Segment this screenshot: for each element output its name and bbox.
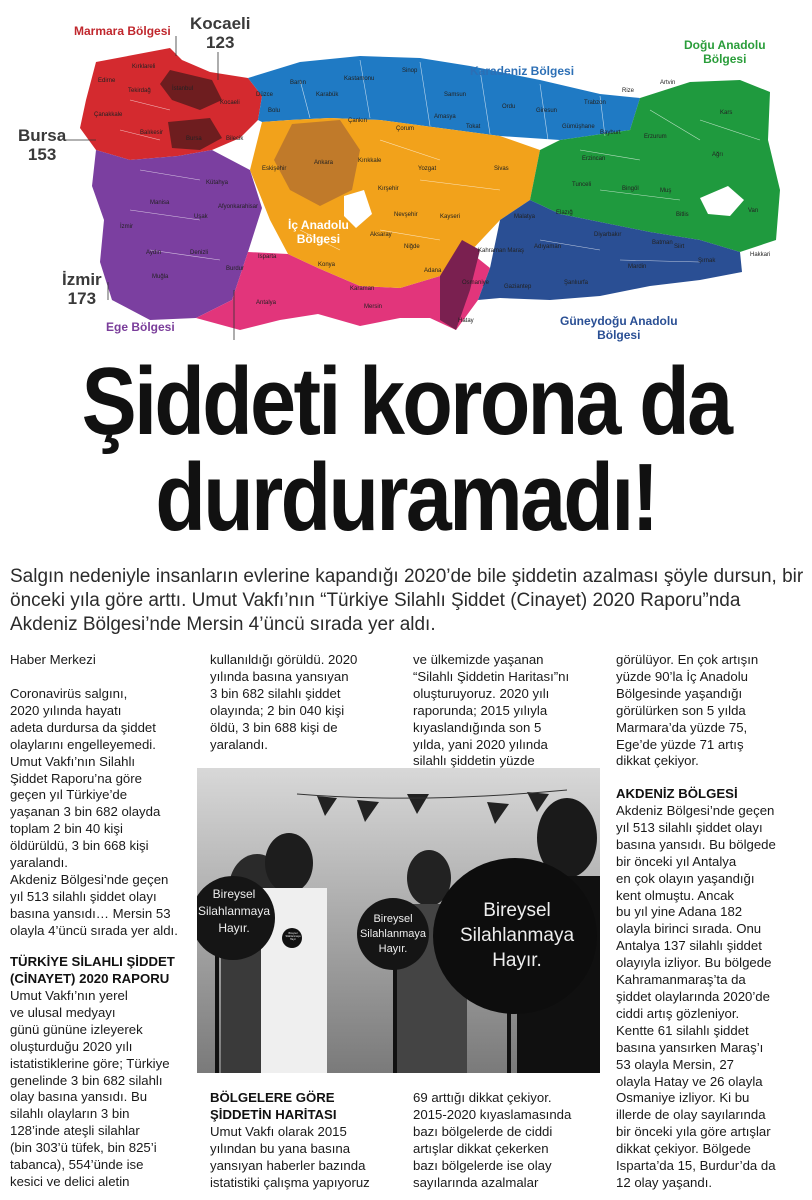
province-antalya: Antalya — [256, 300, 277, 306]
sign-left-line2: Silahlanmaya — [197, 904, 271, 918]
col1-paragraph-1: Coronavirüs salgını, 2020 yılında hayatı adeta durdursa da şiddet olaylarını engelleyemedi. Umut Vakfı’nın Silahlı Şiddet Raporu’na göre geçen yıl Türkiye’de yaşanan 3 bin 682 olayda toplam 2 bin 40 kişi öldürüldü, 3 bin 668 kişi yaralandı. Akdeniz Bölgesi’nde geçen yıl 513 silahlı şiddet olayı basına yansıdı… Mersin 53 olayla 4’üncü sırada yer aldı. — [10, 686, 178, 938]
region-label-ic-line1: İç Anadolu — [288, 218, 349, 232]
col3-top-paragraph: ve ülkemizde yaşanan “Silahlı Şiddetin Haritası”nı oluşturuyoruz. 2020 yılı raporunda; 2015 yılıyla kıyaslandığında son 5 yılda, yani 2020 yılında silahlı şiddetin yüzde — [413, 652, 570, 769]
province-ordu: Ordu — [502, 104, 516, 110]
province-tekirdag: Tekirdağ — [128, 88, 151, 94]
province-samsun: Samsun — [444, 92, 467, 98]
sign-left-line1: Bireysel — [212, 887, 256, 901]
protest-photo — [197, 768, 600, 1073]
headline-line-1: Şiddeti korona da — [81, 348, 731, 455]
highlight-bursa-name: Bursa — [18, 126, 67, 145]
sign-mid-line2: Silahlanmaya — [359, 928, 427, 940]
region-label-dogu-line1: Doğu Anadolu — [684, 38, 766, 52]
province-usak: Uşak — [194, 214, 208, 220]
province-denizli: Denizli — [190, 250, 209, 256]
province-kirsehir: Kırşehir — [378, 186, 399, 192]
province-bartin: Bartın — [290, 80, 307, 86]
province-hatay: Hatay — [458, 318, 474, 324]
province-rize: Rize — [622, 88, 635, 94]
col4-subhead: AKDENİZ BÖLGESİ — [616, 786, 738, 801]
region-label-ic-line2: Bölgesi — [296, 232, 341, 246]
province-corum: Çorum — [396, 126, 415, 132]
province-bilecik: Bilecik — [226, 136, 244, 142]
region-label-guneydogu-line2: Bölgesi — [597, 328, 641, 342]
province-kirikkale: Kırıkkale — [358, 158, 382, 164]
province-bitlis: Bitlis — [676, 212, 689, 218]
province-balikesir: Balıkesir — [140, 130, 164, 136]
sign-right-line1: Bireysel — [483, 900, 551, 921]
sign-right-text — [447, 898, 587, 973]
byline: Haber Merkezi — [10, 652, 96, 667]
province-malatya: Malatya — [514, 214, 536, 220]
province-nevsehir: Nevşehir — [394, 212, 418, 218]
province-izmir: İzmir — [120, 224, 133, 230]
province-adana: Adana — [424, 268, 442, 274]
province-amasya: Amasya — [434, 114, 456, 120]
province-elazig: Elazığ — [556, 210, 573, 216]
sign-mid-line1: Bireysel — [373, 913, 413, 925]
province-istanbul: İstanbul — [172, 86, 194, 92]
highlight-kocaeli-count: 123 — [206, 33, 235, 52]
highlight-izmir-count: 173 — [67, 289, 97, 308]
province-canakkale: Çanakkale — [94, 112, 123, 118]
province-mersin: Mersin — [364, 304, 383, 310]
province-trabzon: Trabzon — [584, 100, 606, 106]
province-karaman: Karaman — [350, 286, 375, 292]
province-bayburt: Bayburt — [600, 130, 621, 136]
province-yozgat: Yozgat — [418, 166, 437, 172]
col1-subhead: TÜRKİYE SİLAHLI ŞİDDET (CİNAYET) 2020 RAPORU — [10, 954, 175, 986]
province-konya: Konya — [318, 262, 336, 268]
sign-right-line3: Hayır. — [492, 950, 542, 971]
province-kahramanmaras: Kahraman Maraş — [478, 248, 525, 254]
province-bingol: Bingöl — [622, 186, 639, 192]
province-ankara: Ankara — [314, 160, 334, 166]
province-gumushane: Gümüşhane — [562, 124, 595, 130]
province-sinop: Sinop — [402, 68, 418, 74]
region-label-dogu-line2: Bölgesi — [703, 52, 747, 66]
province-edirne: Edirne — [98, 78, 116, 84]
headline-line-2: durduramadı! — [155, 444, 657, 551]
province-bursa: Bursa — [186, 136, 202, 142]
province-sivas: Sivas — [494, 166, 509, 172]
map-leader-lines — [0, 0, 812, 348]
col2-subhead: BÖLGELERE GÖRE ŞİDDETİN HARİTASI — [210, 1090, 337, 1122]
province-eskisehir: Eskişehir — [262, 166, 287, 172]
province-giresun: Giresun — [536, 108, 558, 114]
province-mardin: Mardin — [628, 264, 647, 270]
province-isparta: Isparta — [258, 254, 277, 260]
col2-top-paragraph: kullanıldığı görüldü. 2020 yılında basına yansıyan 3 bin 682 silahlı şiddet olayında; 2 bin 040 kişi öldü, 3 bin 688 kişi de yaralandı. — [210, 652, 358, 752]
province-agri: Ağrı — [712, 152, 724, 158]
province-kars: Kars — [720, 110, 733, 116]
province-mus: Muş — [660, 188, 672, 194]
province-karabuk: Karabük — [316, 92, 339, 98]
province-nigde: Niğde — [404, 244, 420, 250]
sign-left-text — [197, 886, 271, 937]
province-duzce: Düzce — [256, 92, 274, 98]
province-kocaeli: Kocaeli — [220, 100, 240, 106]
province-tunceli: Tunceli — [572, 182, 592, 188]
province-sirnak: Şırnak — [698, 258, 716, 264]
province-erzurum: Erzurum — [644, 134, 667, 140]
highlight-izmir-name: İzmir — [62, 270, 102, 289]
province-aksaray: Aksaray — [370, 232, 392, 238]
province-kayseri: Kayseri — [440, 214, 461, 220]
region-label-karadeniz: Karadeniz Bölgesi — [470, 64, 575, 78]
province-gaziantep: Gaziantep — [504, 284, 532, 290]
col3-bottom-paragraph: 69 arttığı dikkat çekiyor. 2015-2020 kıyaslamasında bazı bölgelerde de ciddi artışlar dikkat çekerken bazı bölgelerde ise olay sayılarında azalmalar — [413, 1090, 572, 1190]
province-bolu: Bolu — [268, 108, 281, 114]
highlight-kocaeli-name: Kocaeli — [190, 14, 251, 33]
province-kirklareli: Kırklareli — [132, 64, 156, 70]
col4-paragraph-2: Akdeniz Bölgesi’nde geçen yıl 513 silahlı şiddet olayı basına yansıdı. Bu bölgede bir önceki yıl Antalya en çok olayın yaşandığı kent olmuştu. Ancak bu yıl yine Adana 182 olayla birinci sırada. Onu Antalya 137 silahlı şiddet olayıyla izliyor. Bu bölgede Kahramanmaraş’ta da şiddet olaylarında 2020’de ciddi artış gözleniyor. Kentte 61 silahlı şiddet basına yansırken Maraş’ı 53 olayla Mersin, 27 olayla Hatay ve 26 olayla Osmaniye izliyor. Ki bu illerde de olay sayılarında bir önceki yıla göre artışlar dikkat çekiyor. Bölgede Isparta’da 15, Burdur’da da 12 olay yaşandı. — [616, 803, 776, 1190]
sign-left-line3: Hayır. — [218, 921, 250, 935]
province-siirt: Siirt — [674, 244, 685, 250]
province-afyon: Afyonkarahisar — [218, 204, 259, 210]
province-erzincan: Erzincan — [582, 156, 606, 162]
region-label-marmara: Marmara Bölgesi — [74, 24, 171, 38]
col4-paragraph-1: görülüyor. En çok artışın yüzde 90’la İç Anadolu Bölgesinde yaşandığı görülürken son 5 yılda Marmara’da yüzde 75, Ege’de yüzde 71 artış dikkat çekiyor. — [616, 652, 759, 769]
badge-text: Bireysel Silahlanmaya Hayır — [285, 932, 301, 941]
province-burdur: Burdur — [226, 266, 245, 272]
province-kastamonu: Kastamonu — [344, 76, 375, 82]
lead-paragraph: Salgın nedeniyle insanların evlerine kapandığı 2020’de bile şiddetin azalması şöyle dursun, bir önceki yıla göre arttı. Umut Vakfı’nın “Türkiye Silahlı Şiddet (Cinayet) 2020 Raporu”nda Akdeniz Bölgesi’nde Mersin 4’üncü sırada yer aldı. — [10, 566, 804, 635]
col2-bottom-paragraph: Umut Vakfı olarak 2015 yılından bu yana basına yansıyan haberler bazında istatistiki çalışma yapıyoruz — [210, 1124, 370, 1190]
province-diyarbakir: Diyarbakır — [594, 232, 622, 238]
province-manisa: Manisa — [150, 200, 170, 206]
province-cankiri: Çankırı — [348, 118, 368, 124]
province-sanliurfa: Şanlıurfa — [564, 280, 589, 286]
province-adiyaman: Adıyaman — [534, 244, 562, 250]
province-van: Van — [748, 208, 759, 214]
province-batman: Batman — [652, 240, 673, 246]
province-hakkari: Hakkari — [750, 252, 771, 258]
region-label-ege: Ege Bölgesi — [106, 320, 175, 334]
province-mugla: Muğla — [152, 274, 169, 280]
province-kutahya: Kütahya — [206, 180, 229, 186]
sign-mid-text — [357, 912, 429, 957]
province-artvin: Artvin — [660, 80, 676, 86]
col1-paragraph-2: Umut Vakfı’nın yerel ve ulusal medyayı günü gününe izleyerek oluşturduğu 2020 yılı istatistiklerine göre; Türkiye genelinde 3 bin 682 silahlı olay basına yansıdı. Bu silahlı olayların 3 bin 128’inde ateşli silahlar (bin 303’ü tüfek, bin 825’i tabanca), 554’ünde ise kesici ve delici aletin — [10, 988, 170, 1189]
sign-right-line2: Silahlanmaya — [459, 925, 575, 946]
province-aydin: Aydın — [146, 250, 162, 256]
region-label-guneydogu-line1: Güneydoğu Anadolu — [560, 314, 678, 328]
highlight-bursa-count: 153 — [27, 145, 57, 164]
province-osmaniye: Osmaniye — [462, 280, 490, 286]
province-tokat: Tokat — [466, 124, 481, 130]
turkey-region-map — [0, 0, 812, 348]
sign-mid-line3: Hayır. — [378, 943, 408, 955]
